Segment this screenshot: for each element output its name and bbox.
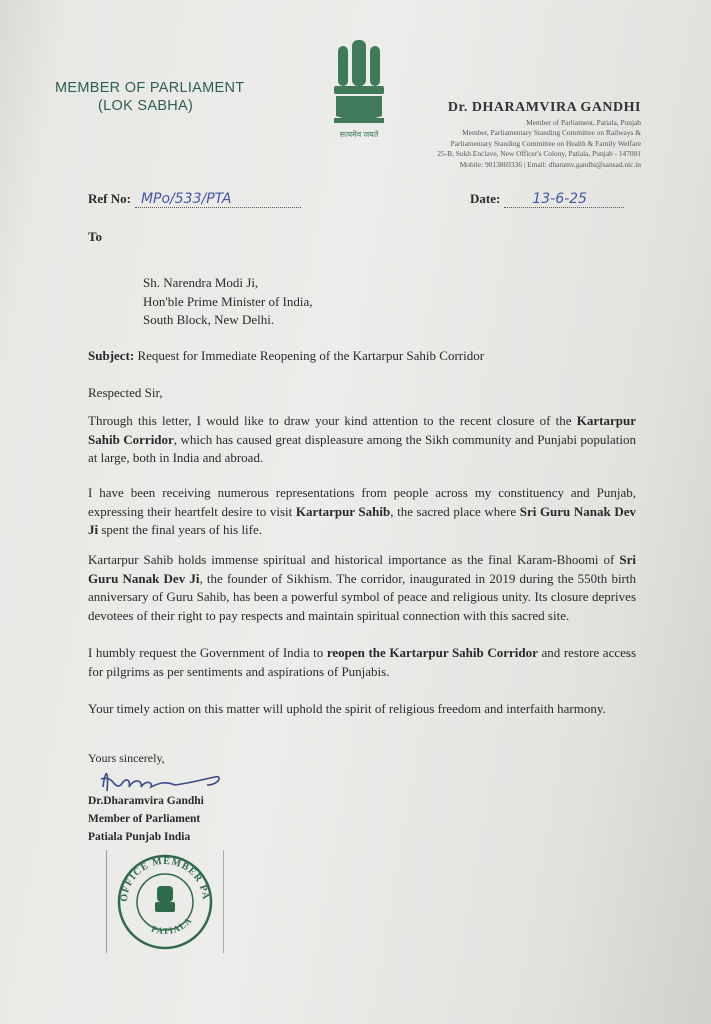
stamp-box [106, 850, 224, 953]
signature-name: Dr.Dharamvira Gandhi [88, 795, 204, 807]
handwritten-signature [95, 765, 235, 795]
office-stamp [107, 850, 223, 953]
emblem-caption: सत्यमेव जयते [339, 130, 379, 139]
letterhead-name: Dr. DHARAMVIRA GANDHI [447, 100, 641, 115]
addressee [143, 274, 313, 330]
paragraph-5: Your timely action on this matter will uphold the spirit of religious freedom and interfaith harmony. [88, 701, 606, 716]
letterhead-details [311, 118, 641, 170]
paragraph-3: Kartarpur Sahib holds immense spiritual and historical importance as the final Karam-Bhoomi of Sri Guru Nanak Dev Ji, the founder of Sikhism. The corridor, inaugurated in 2019 during the 550th birth anniversary of Guru Sahib, has been a powerful symbol of peace and religious unity. Its closure deprives devotees of their right to pay respects and maintain spiritual connection with this sacred site. [88, 552, 636, 623]
addressee-line: Hon'ble Prime Minister of India, [143, 293, 313, 309]
stamp-emblem-icon [155, 886, 175, 912]
salutation: Respected Sir, [88, 385, 163, 400]
detail-line: Mobile: 9013869336 | Email: dharamv.gandhi@sansad.nic.in [459, 159, 641, 169]
to-label: To [88, 229, 102, 244]
stamp-top-text: OFFICE MEMBER PA [118, 855, 212, 903]
letterhead-left-line2: (LOK SABHA) [98, 98, 194, 114]
paragraph-1: Through this letter, I would like to draw your kind attention to the recent closure of the Kartarpur Sahib Corridor, which has caused great displeasure among the Sikh community and Punjabi population at large, both in India and abroad. [88, 413, 636, 465]
detail-line: Member of Parliament, Patiala, Punjab [526, 118, 641, 127]
subject-text: Request for Immediate Reopening of the Kartarpur Sahib Corridor [137, 348, 485, 363]
ref-label: Ref No: [88, 191, 131, 206]
addressee-line: Sh. Narendra Modi Ji, [143, 275, 259, 290]
letterhead-left-line1: MEMBER OF PARLIAMENT [55, 80, 245, 96]
subject-line [88, 347, 484, 366]
ref-number [88, 190, 301, 208]
signature-title: Member of Parliament [88, 813, 201, 825]
svg-text:PATIALA [150, 915, 194, 936]
subject-label: Subject: [88, 348, 135, 363]
signature-place: Patiala Punjab India [88, 831, 191, 843]
paragraph-4: I humbly request the Government of India to reopen the Kartarpur Sahib Corridor and restore access for pilgrims as per sentiments and aspirations of Punjabis. [88, 645, 636, 679]
closing: Yours sincerely, [88, 751, 165, 765]
paragraph-2: I have been receiving numerous representations from people across my constituency and Punjab, expressing their heartfelt desire to visit Kartarpur Sahib, the sacred place where Sri Guru Nanak Dev Ji spent the final years of his life. [88, 485, 636, 537]
ref-value: MPo/533/PTA [135, 191, 301, 208]
addressee-line: South Block, New Delhi. [143, 312, 275, 327]
detail-line: Parliamentary Standing Committee on Health & Family Welfare [450, 138, 641, 148]
stamp-bottom-text: PATIALA [150, 914, 194, 937]
date [470, 190, 624, 208]
date-value: 13-6-25 [504, 191, 624, 208]
detail-line: Member, Parliamentary Standing Committee on Railways & [462, 128, 641, 138]
signature-block [88, 792, 204, 846]
date-label: Date: [470, 191, 501, 206]
detail-line: 25-B, Sukh Enclave, New Officer's Colony, Patiala, Punjab - 147001 [437, 149, 641, 159]
